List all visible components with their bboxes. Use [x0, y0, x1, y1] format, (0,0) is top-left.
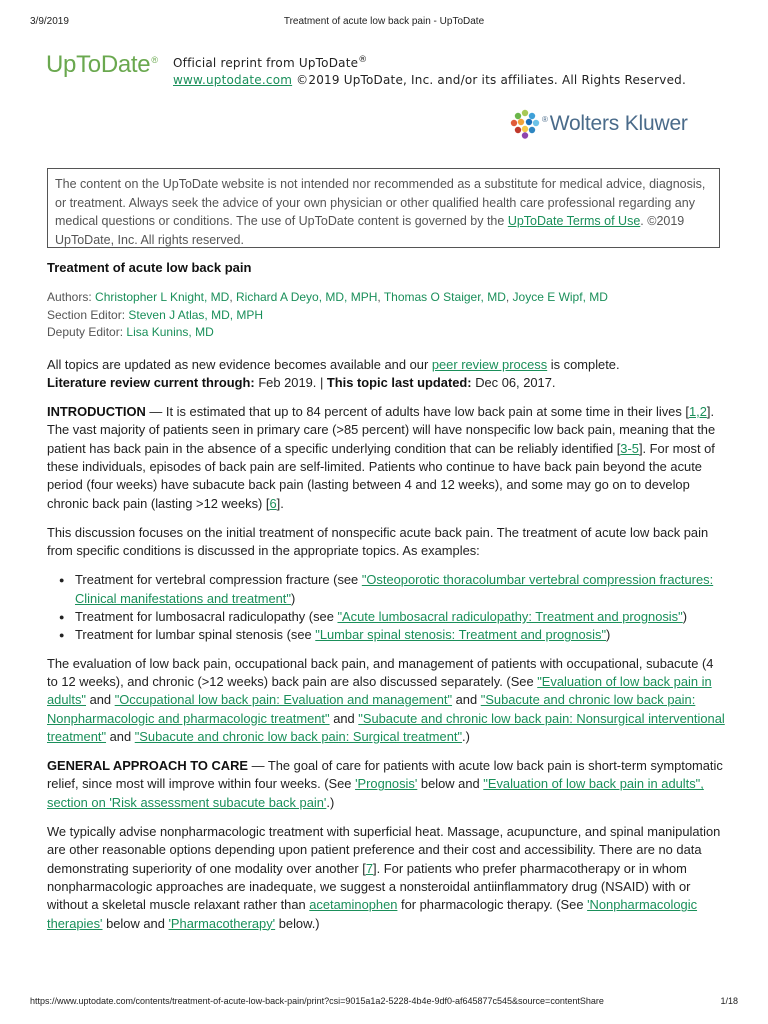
- print-url: https://www.uptodate.com/contents/treatment-of-acute-low-back-pain/print?csi=9015a1a2-5228-4b4e-9df0-af645877c545&source=contentShare: [30, 996, 604, 1006]
- print-title: Treatment of acute low back pain - UpToDate: [283, 16, 485, 27]
- drug-link[interactable]: acetaminophen: [309, 897, 398, 913]
- section-link[interactable]: 'Prognosis': [355, 776, 418, 792]
- deputy-editor-label: Deputy Editor:: [47, 325, 124, 339]
- list-item-text: Treatment for lumbosacral radiculopathy (see: [75, 609, 334, 625]
- paragraph-text: ]. For most of these individuals, episodes of back pain are self-limited. Patients who continue to have back pain beyond the acute period (four weeks) have subacute back pain (lasting between 4 and 12 weeks), and some may go on to develop chronic back pain (lasting >12 weeks) [: [47, 440, 715, 511]
- publisher-name: Wolters Kluwer: [549, 112, 688, 135]
- treatment-paragraph: [47, 823, 727, 933]
- article-title: Treatment of acute low back pain: [47, 260, 252, 275]
- update-notice: [47, 356, 727, 393]
- reference-link[interactable]: 6: [269, 495, 277, 511]
- section-editor-link[interactable]: Steven J Atlas, MD, MPH: [128, 307, 264, 322]
- deputy-editor-link[interactable]: Lisa Kunins, MD: [126, 325, 214, 339]
- examples-list: [47, 571, 727, 644]
- last-updated-date: Dec 06, 2017.: [475, 374, 556, 390]
- author-link[interactable]: Thomas O Staiger, MD: [383, 290, 506, 304]
- list-item-text: Treatment for lumbar spinal stenosis (see: [75, 627, 312, 643]
- paragraph-text: ]. For patients who prefer pharmacotherapy or in whom nonpharmacologic approaches are inadequate, we suggest a nonsteroidal antiinflammatory drug (NSAID) with or without a skeletal muscle relaxant rather than: [47, 860, 691, 913]
- paragraph-text: and: [333, 710, 355, 726]
- deputy-editor-line: [47, 324, 727, 342]
- uptodate-website-link[interactable]: www.uptodate.com: [173, 73, 293, 87]
- topic-link[interactable]: "Evaluation of low back pain in adults": [47, 673, 712, 708]
- reprint-line: Official reprint from UpToDate: [173, 56, 359, 70]
- introduction-heading: INTRODUCTION: [47, 404, 146, 420]
- paragraph-text: and: [455, 692, 478, 708]
- list-item: [75, 608, 727, 626]
- author-link[interactable]: Christopher L Knight, MD: [95, 290, 230, 304]
- general-approach-paragraph: [47, 757, 727, 812]
- paragraph-text: below and: [106, 915, 165, 931]
- section-link[interactable]: 'Pharmacotherapy': [168, 915, 276, 931]
- article-meta: [47, 289, 727, 342]
- paragraph-text: for pharmacologic therapy. (See: [401, 897, 584, 913]
- list-item: [75, 626, 727, 644]
- topic-link[interactable]: "Occupational low back pain: Evaluation and management": [114, 692, 453, 708]
- paragraph-text: .): [326, 794, 335, 810]
- section-editor-line: [47, 307, 727, 325]
- section-editor-label: Section Editor:: [47, 307, 126, 322]
- general-approach-heading: GENERAL APPROACH TO CARE: [47, 758, 249, 774]
- terms-of-use-link[interactable]: UpToDate Terms of Use: [507, 214, 641, 228]
- paragraph-text: ]. The vast majority of patients seen in primary care (>85 percent) will have nonspecific low back pain, meaning that the patient has back pain in the absence of a specific underlying condition that can be reliably identified [: [47, 404, 716, 456]
- list-item: [75, 571, 727, 608]
- page-number: 1/18: [720, 996, 738, 1006]
- reprint-copyright: ©2019 UpToDate, Inc. and/or its affiliates. All Rights Reserved.: [296, 73, 686, 87]
- literature-review-date: Feb 2019.: [258, 374, 317, 390]
- disclaimer-after: . ©2019 UpToDate, Inc. All rights reserved.: [55, 214, 685, 247]
- section-link[interactable]: 'Nonpharmacologic therapies': [47, 897, 698, 931]
- wolters-kluwer-logo: [510, 108, 688, 140]
- paragraph-text: We typically advise nonpharmacologic treatment with superficial heat. Massage, acupuncture, and spinal manipulation are other reasonable options depending upon patient preference and their cost and accessibility. There are no data demonstrating superiority of one modality over another [: [47, 824, 721, 876]
- paragraph-text: and: [89, 692, 112, 708]
- peer-review-link[interactable]: peer review process: [431, 356, 548, 372]
- paragraph-text: and: [109, 728, 132, 744]
- author-link[interactable]: Joyce E Wipf, MD: [512, 290, 608, 304]
- paragraph-text: .): [462, 728, 470, 744]
- reprint-registered-mark: ®: [358, 55, 368, 65]
- focus-paragraph: This discussion focuses on the initial treatment of nonspecific acute back pain. The treatment of acute low back pain from specific conditions is discussed in the appropriate topics. As examples:: [47, 524, 709, 559]
- reference-link[interactable]: 3-5: [620, 440, 639, 456]
- last-updated-label: This topic last updated:: [326, 374, 472, 390]
- wolters-kluwer-globe-icon: [510, 109, 540, 139]
- uptodate-logo: [46, 51, 158, 79]
- author-link[interactable]: Richard A Deyo, MD, MPH: [236, 290, 378, 304]
- list-item-text: Treatment for vertebral compression fracture (see: [75, 572, 359, 588]
- separator: |: [319, 374, 324, 390]
- disclaimer-text: The content on the UpToDate website is not intended nor recommended as a substitute for medical advice, diagnosis, or treatment. Always seek the advice of your own physician or other qualified health care professional regarding any medical questions or conditions. The use of UpToDate content is governed by the: [55, 177, 706, 228]
- disclaimer-box: [47, 168, 720, 248]
- introduction-paragraph: [47, 403, 727, 513]
- list-item-end: ): [606, 627, 611, 643]
- topic-link[interactable]: "Acute lumbosacral radiculopathy: Treatment and prognosis": [337, 609, 683, 625]
- paragraph-text: below.): [278, 915, 320, 931]
- authors-line: Authors: Christopher L Knight, MD, Richard A Deyo, MD, MPH, Thomas O Staiger, MD, Joyce E Wipf, MD: [47, 290, 608, 304]
- update-text-end: is complete.: [550, 356, 620, 372]
- topic-link[interactable]: "Osteoporotic thoracolumbar vertebral compression fractures: Clinical manifestations and treatment": [75, 572, 714, 606]
- list-item-end: ): [290, 590, 296, 606]
- paragraph-text: ].: [276, 495, 284, 511]
- reference-link[interactable]: 7: [365, 860, 374, 876]
- authors-label: Authors:: [47, 290, 92, 304]
- paragraph-text: The evaluation of low back pain, occupational back pain, and management of patients with occupational, subacute (4 to 12 weeks), and chronic (>12 weeks) back pain are also discussed separately. (See: [47, 655, 714, 689]
- list-item-end: ): [682, 609, 687, 625]
- paragraph-text: — It is estimated that up to 84 percent of adults have low back pain at some time in their lives [: [149, 404, 689, 420]
- reprint-notice: [173, 52, 686, 89]
- update-text: All topics are updated as new evidence becomes available and our: [47, 356, 429, 372]
- print-date: 3/9/2019: [30, 16, 69, 27]
- paragraph-text: below and: [420, 776, 480, 792]
- print-footer: [30, 996, 738, 1010]
- print-header: [30, 16, 738, 30]
- topic-link[interactable]: "Subacute and chronic low back pain: Surgical treatment": [134, 728, 463, 744]
- logo-text: UpToDate: [46, 51, 151, 78]
- article-content: [47, 259, 727, 933]
- evaluation-paragraph: [47, 655, 727, 746]
- logo-registered-mark: ®: [151, 55, 158, 65]
- literature-review-label: Literature review current through:: [47, 374, 255, 390]
- publisher-registered-mark: ®: [542, 115, 548, 124]
- reference-link[interactable]: 1,2: [688, 404, 707, 420]
- topic-link[interactable]: "Subacute and chronic low back pain: Nonsurgical interventional treatment": [47, 710, 725, 744]
- paragraph-text: — The goal of care for patients with acute low back pain is short-term symptomatic relief, since most will improve within four weeks. (See: [47, 758, 723, 792]
- topic-link[interactable]: "Lumbar spinal stenosis: Treatment and prognosis": [315, 627, 607, 643]
- topic-link[interactable]: "Subacute and chronic low back pain: Nonpharmacologic and pharmacologic treatment": [47, 692, 696, 726]
- topic-link[interactable]: "Evaluation of low back pain in adults", section on 'Risk assessment subacute back pain': [47, 776, 704, 810]
